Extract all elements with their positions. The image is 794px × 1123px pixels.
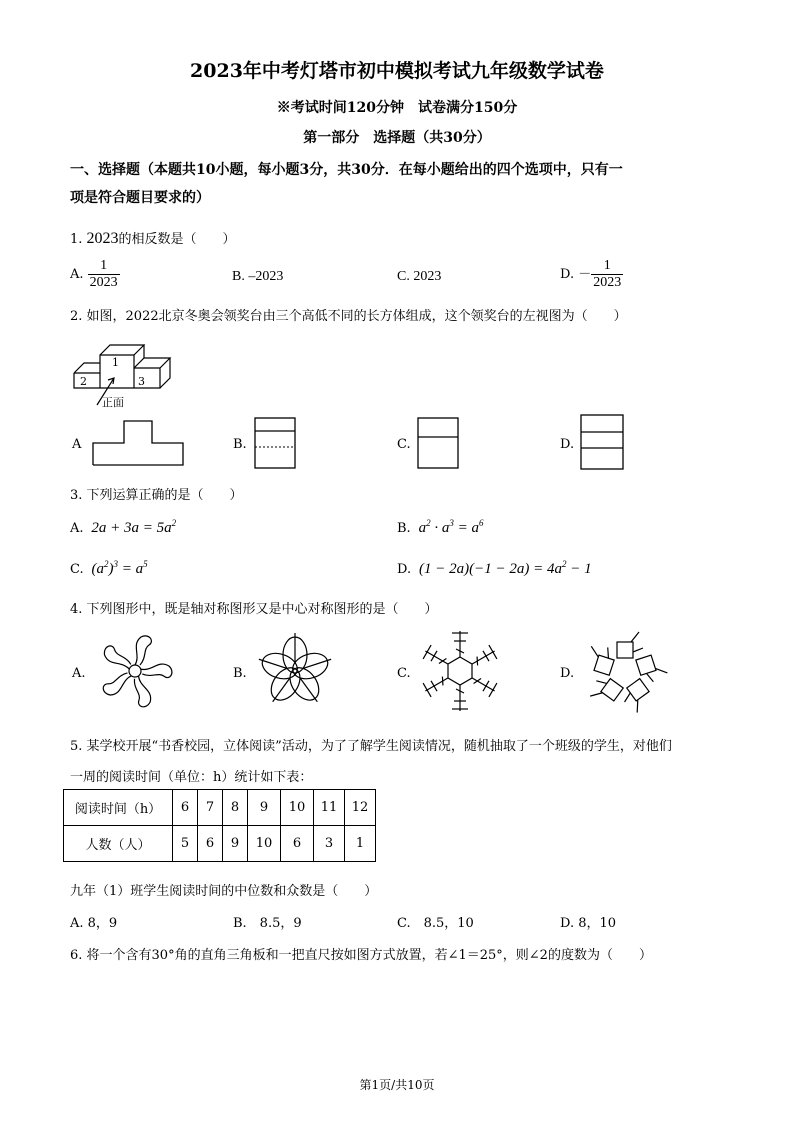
table-cell: 12 [345,790,376,826]
exam-info: ※考试时间120分钟 试卷满分150分 [276,100,518,116]
q2-option-a-label[interactable]: A [72,437,82,452]
option-label: C. [70,562,84,577]
table-cell: 6 [198,826,223,862]
table-cell: 5 [173,826,198,862]
fraction: $\frac{1}{2023}$ [593,258,622,290]
question-1-text: 的相反数是（ ） [118,232,236,247]
podium-label-3: 3 [138,375,145,388]
question-number: 1. [70,232,83,247]
option-label: A. [70,521,84,536]
reading-time-table [63,789,376,862]
formula: $2a + 3a = 5a^2$ [87,518,177,536]
page-number: 第1页/共10页 [359,1078,435,1092]
table-cell: 3 [314,826,345,862]
formula: $(a^2)^3 = a^5$ [87,559,148,577]
q3-option-c[interactable] [70,559,148,578]
q2-option-d-figure[interactable] [580,414,624,470]
question-5-stem-line2: 一周的阅读时间（单位：h）统计如下表： [70,770,313,785]
fraction: $\frac{1}{2023}$ [89,258,118,290]
q4-option-a-figure[interactable] [95,630,175,712]
option-label: B. [397,521,411,536]
option-value: –2023 [248,269,284,284]
q5-option-c[interactable]: C. 8.5，10 [397,916,474,931]
q2-option-a-figure[interactable] [92,420,184,466]
option-label: B. [232,269,245,284]
table-cell: 10 [281,790,314,826]
question-1-base: 2023 [86,230,119,247]
option-label: A. [70,267,84,282]
q2-option-b-figure[interactable] [254,417,296,469]
q3-option-b[interactable] [397,518,483,537]
question-5-stem-line1: 5. 某学校开展“书香校园，立体阅读”活动，为了了解学生阅读情况，随机抽取了一个班级的学生，对他们 [70,739,672,754]
q4-option-d-figure[interactable] [583,630,667,714]
q5-option-b[interactable]: B. 8.5，9 [233,916,302,931]
table-header-cell: 人数（人） [64,826,173,862]
q3-option-d[interactable] [397,559,592,578]
section-heading-line2: 项是符合题目要求的） [70,190,210,206]
q4-option-d-label[interactable]: D. [560,666,575,681]
q5-option-d[interactable]: D. 8，10 [560,916,617,931]
table-row [64,826,376,862]
question-3-stem: 3. 下列运算正确的是（ ） [70,488,243,503]
table-cell: 10 [248,826,281,862]
section-heading-line1: 一、选择题（本题共10小题，每小题3分，共30分．在每小题给出的四个选项中，只有一 [70,162,623,178]
table-header-cell: 阅读时间（h） [64,790,173,826]
question-5-question: 九年（1）班学生阅读时间的中位数和众数是（ ） [70,884,378,899]
part-heading: 第一部分 选择题（共30分） [303,130,491,146]
page-title: 2023年中考灯塔市初中模拟考试九年级数学试卷 [190,60,604,82]
option-label: C. [397,269,410,284]
q1-option-d[interactable] [560,258,623,291]
q4-option-c-label[interactable]: C. [397,666,411,681]
table-cell: 9 [248,790,281,826]
q1-option-c[interactable] [397,269,441,285]
q2-option-c-figure[interactable] [417,417,459,469]
q5-option-a[interactable]: A. 8，9 [70,916,118,931]
q4-option-a-label[interactable]: A. [72,666,86,681]
q1-option-b[interactable] [232,269,283,285]
q2-option-c-label[interactable]: C. [397,437,411,452]
question-6-stem: 6. 将一个含有30°角的直角三角板和一把直尺按如图方式放置，若∠1＝25°，则∠2的度数为（ ） [70,948,652,963]
podium-figure [72,333,172,408]
q2-option-d-label[interactable]: D. [560,437,575,452]
option-value: 2023 [413,269,442,284]
question-1-stem [70,228,730,248]
q3-option-a[interactable] [70,518,176,537]
table-cell: 9 [223,826,248,862]
table-cell: 7 [198,790,223,826]
question-2-stem: 2. 如图，2022北京冬奥会领奖台由三个高低不同的长方体组成，这个领奖台的左视图为（ ） [70,309,627,324]
table-cell: 11 [314,790,345,826]
option-label: D. [560,267,575,282]
table-cell: 6 [281,826,314,862]
question-4-stem: 4. 下列图形中，既是轴对称图形又是中心对称图形的是（ ） [70,602,438,617]
table-cell: 6 [173,790,198,826]
q4-option-c-figure[interactable] [418,628,502,714]
q4-option-b-figure[interactable] [255,630,335,712]
q1-option-a[interactable] [70,258,120,291]
front-label: 正面 [102,396,124,409]
table-cell: 8 [223,790,248,826]
negative-sign: － [578,267,592,282]
section-heading [70,156,730,212]
table-cell: 1 [345,826,376,862]
table-row [64,790,376,826]
formula: $a^2 \cdot a^3 = a^6$ [414,518,484,536]
podium-label-1: 1 [112,356,119,369]
q4-option-b-label[interactable]: B. [233,666,247,681]
formula: $(1 - 2a)(-1 - 2a) = 4a^2 - 1$ [415,559,592,577]
q2-option-b-label[interactable]: B. [233,437,247,452]
option-label: D. [397,562,412,577]
podium-label-2: 2 [80,375,87,388]
